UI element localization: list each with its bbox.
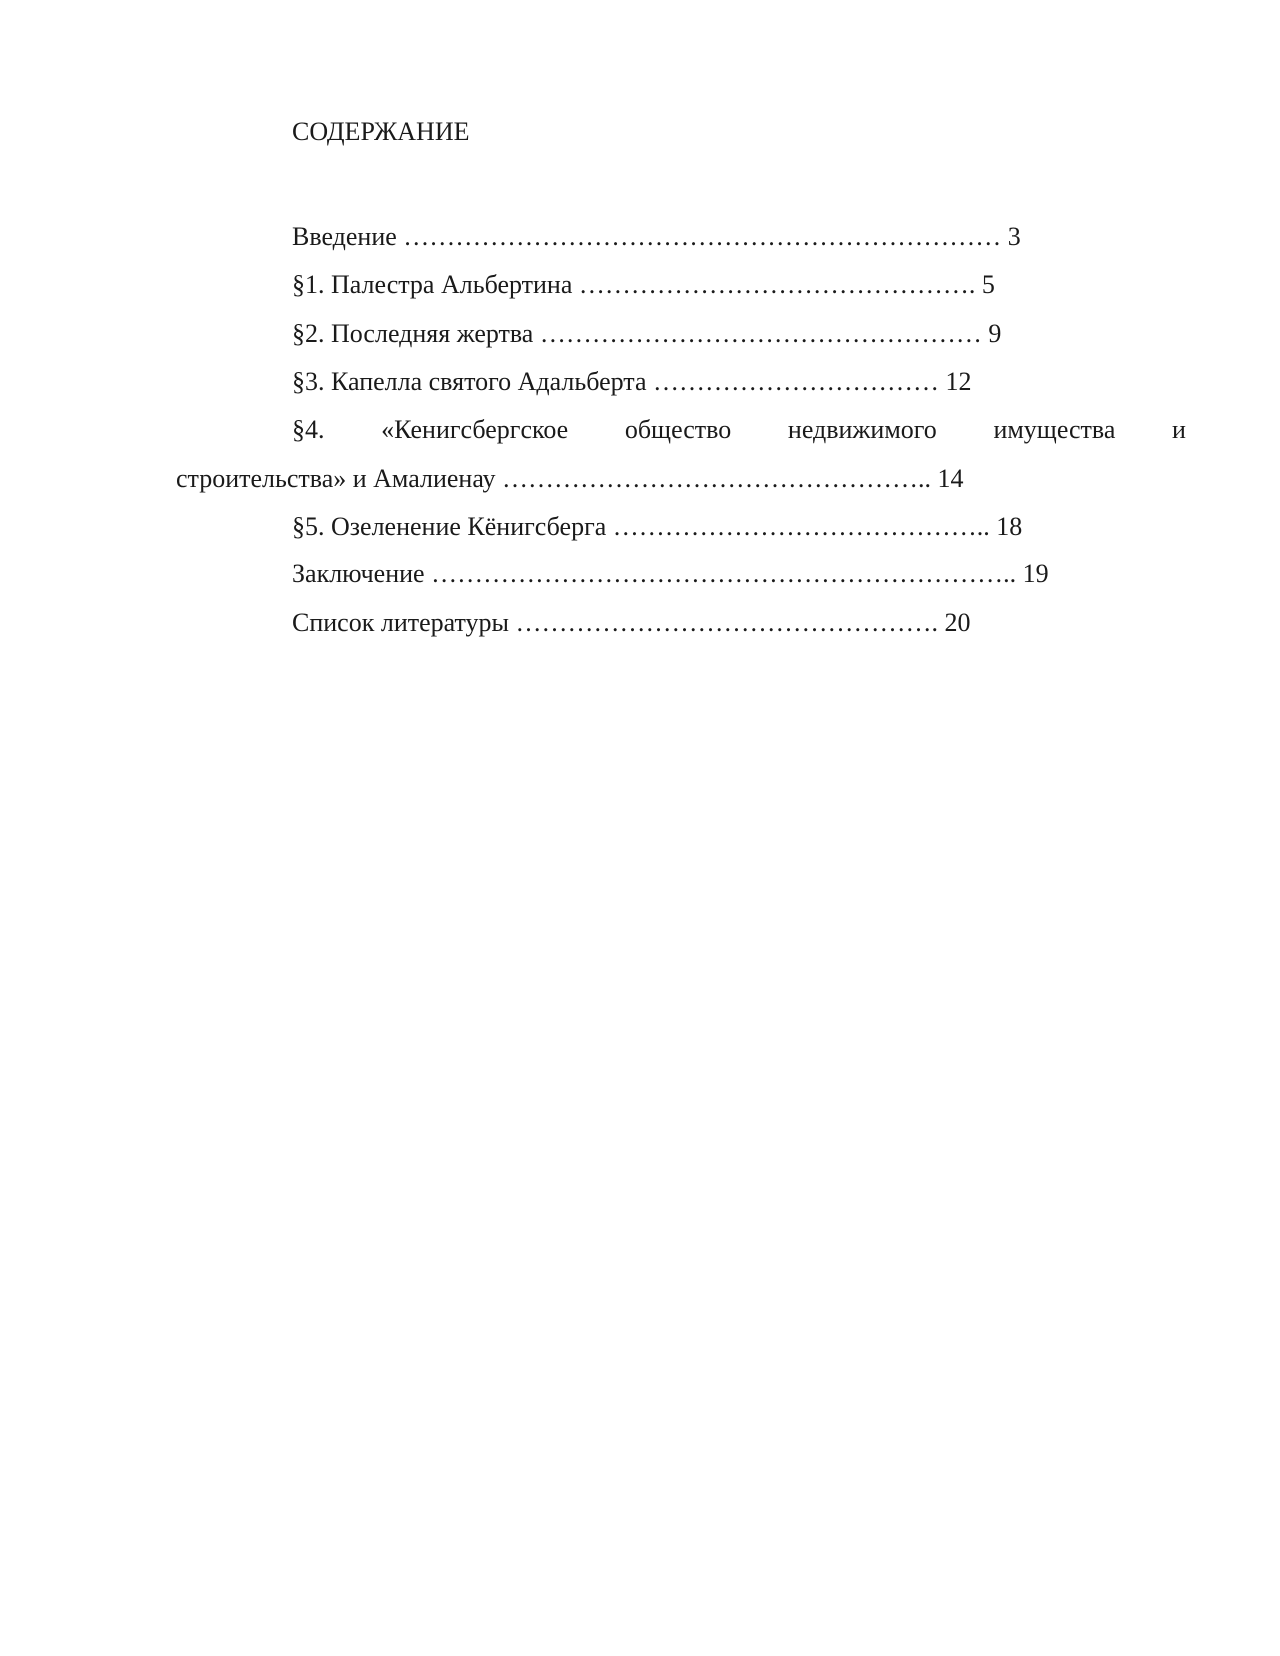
toc-s4-word: общество <box>624 415 732 444</box>
toc-s4-word: недвижимого <box>787 415 937 444</box>
toc-entry-intro: Введение …………………………………………………………… 3 <box>292 222 1021 251</box>
toc-s4-word: «Кенигсбергское <box>381 415 569 444</box>
toc-entry-section-1: §1. Палестра Альбертина ………………………………………. 5 <box>292 270 995 299</box>
toc-entry-section-2: §2. Последняя жертва …………………………………………… 9 <box>292 319 1002 348</box>
toc-s4-word: §4. <box>292 415 325 444</box>
toc-entry-section-4-line1 <box>292 414 1186 446</box>
toc-entry-section-5: §5. Озеленение Кёнигсберга …………………………………….. 18 <box>292 512 1023 541</box>
page-title: СОДЕРЖАНИЕ <box>292 117 470 146</box>
toc-entry-references: Список литературы …………………………………………. 20 <box>292 608 971 637</box>
toc-s4-word: и <box>1172 415 1186 444</box>
toc-entry-section-4-line2: строительства» и Амалиенау ………………………………………….. 14 <box>176 464 964 493</box>
toc-entry-section-3: §3. Капелла святого Адальберта …………………………… 12 <box>292 367 972 396</box>
toc-s4-word: имущества <box>993 415 1116 444</box>
toc-entry-conclusion: Заключение ………………………………………………………….. 19 <box>292 559 1049 588</box>
